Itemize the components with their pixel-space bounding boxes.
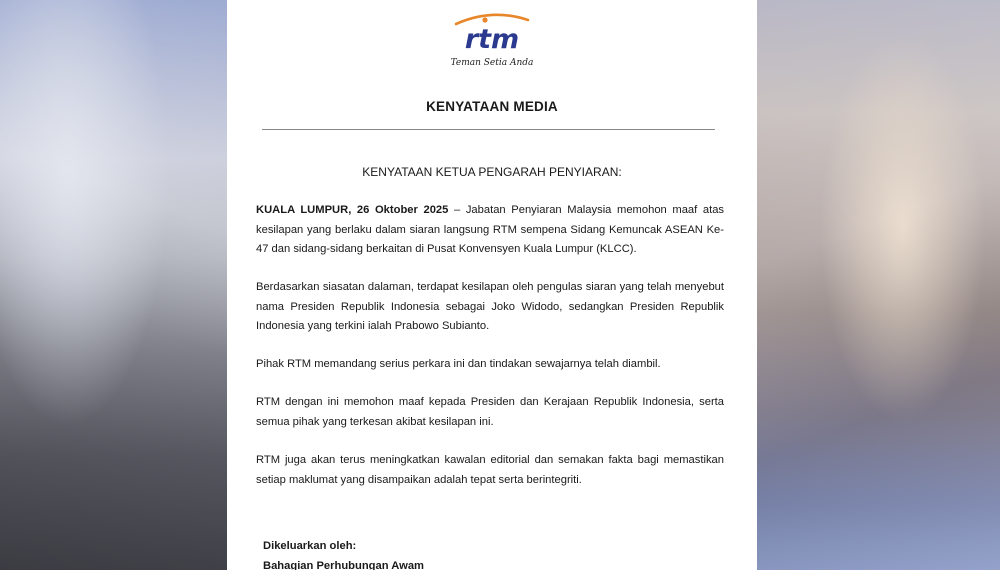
paragraph-2: Berdasarkan siasatan dalaman, terdapat kesilapan oleh pengulas siaran yang telah menyebut nama Presiden Republik Indonesia sebagai Joko Widodo, sedangkan Presiden Republik Indonesia yang terkini ialah Prabowo Subianto. — [256, 281, 724, 332]
rtm-logo-icon — [442, 10, 542, 72]
statement-heading: KENYATAAN KETUA PENGARAH PENYIARAN: — [362, 165, 622, 179]
issuer-name: Bahagian Perhubungan Awam — [263, 560, 424, 570]
paragraph-4: RTM dengan ini memohon maaf kepada Presiden dan Kerajaan Republik Indonesia, serta semua pihak yang terkesan akibat kesilapan ini. — [256, 396, 724, 428]
paragraph-1 — [256, 201, 724, 260]
title-divider — [262, 129, 715, 130]
document-title: KENYATAAN MEDIA — [426, 99, 558, 114]
dateline: KUALA LUMPUR, 26 Oktober 2025 — [256, 204, 449, 216]
logo-brand-text: rtm — [464, 24, 520, 55]
paragraph-5: RTM juga akan terus meningkatkan kawalan editorial dan semakan fakta bagi memastikan setiap maklumat yang disampaikan adalah tepat serta berintegriti. — [256, 454, 724, 486]
background-right-blur — [757, 0, 1000, 570]
paragraph-1-body: – Jabatan Penyiaran Malaysia memohon maaf atas kesilapan yang berlaku dalam siaran langsung RTM sempena Sidang Kemuncak ASEAN Ke-47 dan sidang-sidang berkaitan di Pusat Konvensyen Kuala Lumpur (KLCC). — [256, 204, 725, 255]
rtm-logo — [442, 10, 542, 72]
issued-by-label: Dikeluarkan oleh: — [263, 540, 357, 552]
press-release-page — [227, 0, 757, 570]
logo-tagline: Teman Setia Anda — [450, 58, 534, 68]
paragraph-3: Pihak RTM memandang serius perkara ini dan tindakan sewajarnya telah diambil. — [256, 358, 661, 370]
background-left-blur — [0, 0, 227, 570]
